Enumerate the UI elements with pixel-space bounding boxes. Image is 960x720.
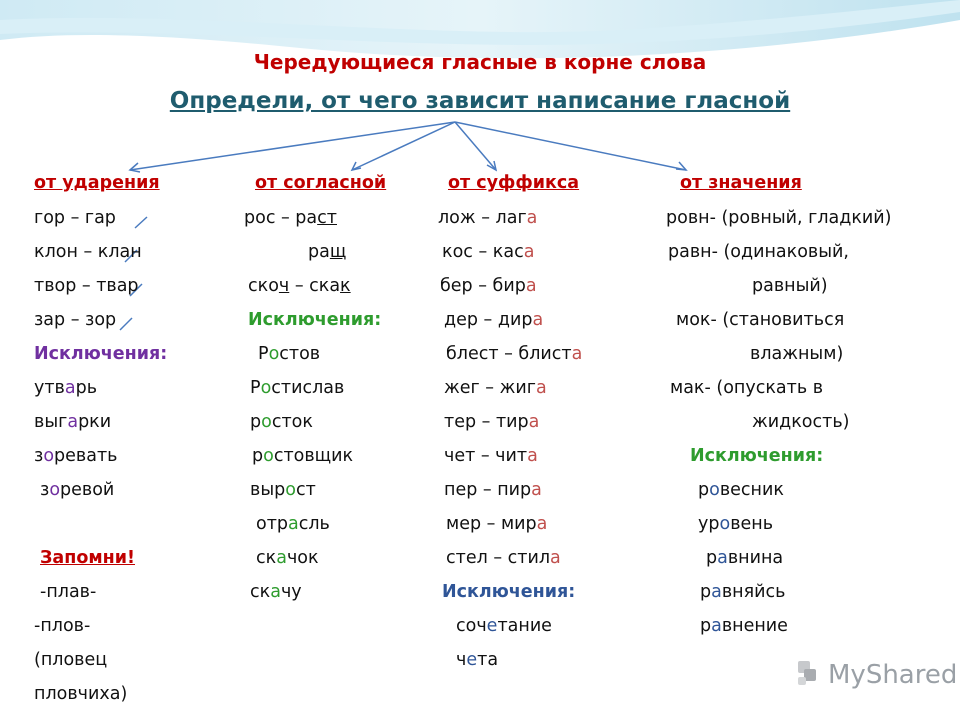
- col3-row: тер – тира: [444, 412, 540, 432]
- col2-exception: отрасль: [256, 514, 330, 534]
- col1-exceptions-label: Исключения:: [34, 344, 168, 364]
- col3-exceptions-label: Исключения:: [442, 582, 576, 602]
- col2-exception: скачу: [250, 582, 302, 602]
- remember-label: Запомни!: [40, 548, 135, 568]
- col1-exception: зоревой: [40, 480, 115, 500]
- col2-exception: вырост: [250, 480, 316, 500]
- col1-row: клон – клан: [34, 242, 142, 262]
- header-stress: от ударения: [34, 173, 160, 193]
- col2-exceptions-label: Исключения:: [248, 310, 382, 330]
- remember-item: (пловец: [34, 650, 108, 670]
- slide-subtitle: Определи, от чего зависит написание гласной: [169, 88, 791, 114]
- col2-row: рос – раст: [244, 208, 337, 228]
- col4-row: влажным): [750, 344, 844, 364]
- col4-row: равный): [752, 276, 828, 296]
- col3-row: бер – бира: [440, 276, 537, 296]
- col1-exception: зоревать: [34, 446, 118, 466]
- col4-exception: ровесник: [698, 480, 784, 500]
- col2-exception: скачок: [256, 548, 319, 568]
- col2-row: скоч – скак: [248, 276, 351, 296]
- col4-row: мок- (становиться: [676, 310, 845, 330]
- col4-exception: равнение: [700, 616, 788, 636]
- col1-exception: выгарки: [34, 412, 112, 432]
- col3-row: мер – мира: [446, 514, 548, 534]
- col3-row: блест – блиста: [446, 344, 583, 364]
- col3-row: жег – жига: [444, 378, 547, 398]
- col4-row: мак- (опускать в: [670, 378, 824, 398]
- col1-row: гор – гар: [34, 208, 116, 228]
- slide-title: Чередующиеся гласные в корне слова: [253, 50, 707, 74]
- col2-exception: ростовщик: [252, 446, 354, 466]
- col4-row: жидкость): [752, 412, 850, 432]
- col3-row: лож – лага: [438, 208, 538, 228]
- col4-exceptions-label: Исключения:: [690, 446, 824, 466]
- myshared-logo-text: MyShared: [828, 660, 958, 690]
- header-suffix: от суффикса: [448, 173, 580, 193]
- col4-exception: равняйсь: [700, 582, 786, 602]
- remember-item: пловчиха): [34, 684, 128, 704]
- col3-row: чет – чита: [444, 446, 538, 466]
- col2-row: ращ: [308, 242, 347, 262]
- header-consonant: от согласной: [255, 173, 387, 193]
- header-swoosh-decoration: [0, 0, 960, 90]
- col3-exception: чета: [456, 650, 499, 670]
- col2-exception: Ростов: [258, 344, 321, 364]
- col4-exception: равнина: [706, 548, 784, 568]
- col3-row: дер – дира: [444, 310, 544, 330]
- col4-exception: уровень: [698, 514, 774, 534]
- col3-row: стел – стила: [446, 548, 561, 568]
- col2-exception: Ростислав: [250, 378, 345, 398]
- col3-exception: сочетание: [456, 616, 552, 636]
- col4-row: ровн- (ровный, гладкий): [666, 208, 892, 228]
- col1-row: зар – зор: [34, 310, 117, 330]
- col4-row: равн- (одинаковый,: [668, 242, 849, 262]
- col3-row: кос – каса: [442, 242, 535, 262]
- col1-row: твор – твар: [34, 276, 139, 296]
- col2-exception: росток: [250, 412, 313, 432]
- col1-exception: утварь: [34, 378, 98, 398]
- remember-item: -плав-: [40, 582, 97, 602]
- col3-row: пер – пира: [444, 480, 542, 500]
- header-meaning: от значения: [680, 173, 802, 193]
- remember-item: -плов-: [34, 616, 91, 636]
